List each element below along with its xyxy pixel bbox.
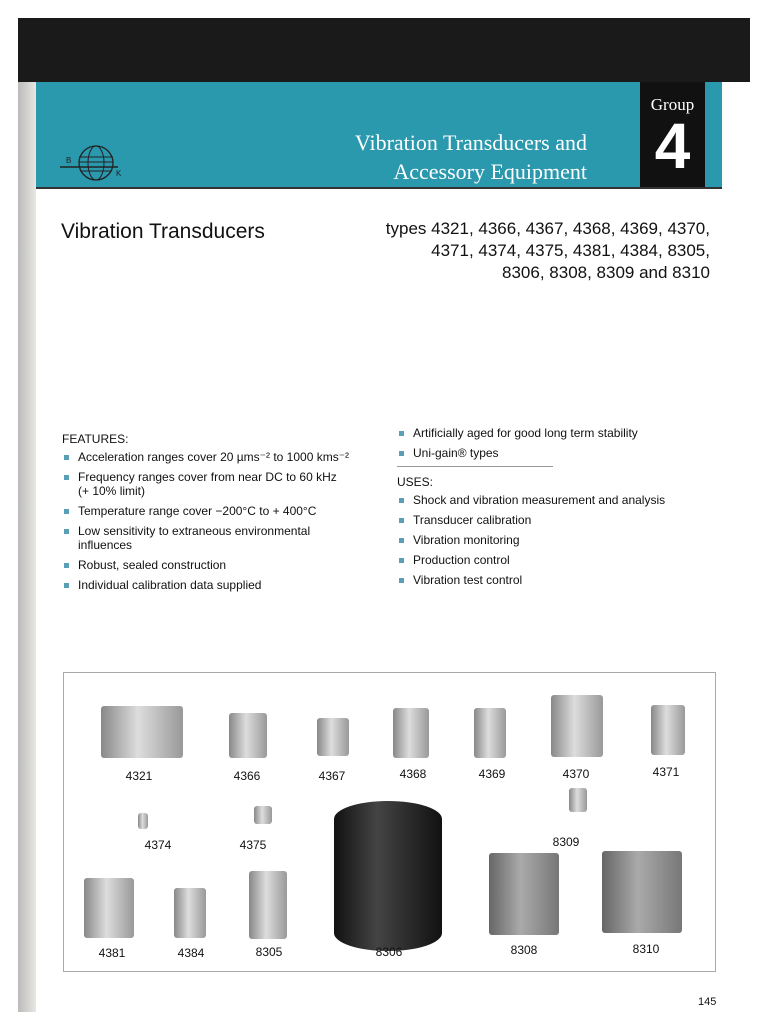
product-label: 8309 (552, 835, 580, 849)
types-line: 4371, 4374, 4375, 4381, 4384, 8305, (431, 241, 710, 260)
scan-top-band (18, 18, 750, 82)
types-line: types 4321, 4366, 4367, 4368, 4369, 4370, (385, 219, 710, 238)
use-item: Transducer calibration (397, 513, 717, 527)
transducer-4381-image (84, 878, 134, 938)
features-heading: FEATURES: (62, 432, 129, 446)
group-label: Group (650, 95, 695, 114)
product-label: 4375 (239, 838, 267, 852)
feature-item: Individual calibration data supplied (62, 578, 362, 592)
product-label: 8305 (255, 945, 283, 959)
feature-item: Uni-gain® types (397, 446, 717, 460)
group-number: 4 (654, 110, 691, 182)
banner-strip (705, 82, 722, 187)
use-item: Vibration test control (397, 573, 717, 587)
title-line-2: Accessory Equipment (393, 159, 587, 184)
feature-item: Artificially aged for good long term stability (397, 426, 717, 440)
feature-item: Acceleration ranges cover 20 µms⁻² to 1000 kms⁻² (62, 450, 362, 464)
transducer-4384-image (174, 888, 206, 938)
title-line-1: Vibration Transducers and (354, 130, 587, 155)
transducer-8305-image (249, 871, 287, 939)
uses-list (397, 426, 717, 593)
product-label: 4371 (652, 765, 680, 779)
transducer-4368-image (393, 708, 429, 758)
product-label: 4368 (399, 767, 427, 781)
product-label: 4370 (562, 767, 590, 781)
product-label: 4374 (144, 838, 172, 852)
product-label: 4369 (478, 767, 506, 781)
product-label: 4366 (233, 769, 261, 783)
use-item: Production control (397, 553, 717, 567)
transducer-8308-image (489, 853, 559, 935)
transducer-4321-image (101, 706, 183, 758)
feature-item: Robust, sealed construction (62, 558, 362, 572)
transducer-4367-image (317, 718, 349, 756)
uses-heading: USES: (397, 475, 434, 489)
product-label: 4384 (177, 946, 205, 960)
svg-text:K: K (116, 169, 122, 178)
use-item: Vibration monitoring (397, 533, 717, 547)
product-label: 4321 (125, 769, 153, 783)
transducer-8309-image (569, 788, 587, 812)
transducer-4369-image (474, 708, 506, 758)
transducer-8306-image (334, 801, 442, 951)
types-line: 8306, 8308, 8309 and 8310 (502, 263, 710, 282)
types-list (310, 218, 710, 284)
product-photo-panel (63, 672, 716, 972)
feature-item: Low sensitivity to extraneous environmental influences (62, 524, 338, 552)
feature-item: Temperature range cover −200°C to + 400°C (62, 504, 362, 518)
features-list (62, 432, 362, 598)
transducer-4375-image (254, 806, 272, 824)
product-label: 8308 (510, 943, 538, 957)
transducer-4374-image (138, 813, 148, 829)
transducer-4371-image (651, 705, 685, 755)
transducer-8310-image (602, 851, 682, 933)
page-edge (18, 82, 36, 1012)
feature-item: Frequency ranges cover from near DC to 60 kHz (+ 10% limit) (62, 470, 338, 498)
svg-text:B: B (66, 156, 72, 165)
product-label: 8310 (632, 942, 660, 956)
transducer-4370-image (551, 695, 603, 757)
transducer-4366-image (229, 713, 267, 758)
header-banner (36, 82, 722, 189)
group-badge (640, 82, 705, 187)
use-item: Shock and vibration measurement and analysis (397, 493, 717, 507)
product-label: 4367 (318, 769, 346, 783)
page-heading: Vibration Transducers (61, 220, 265, 243)
section-title (355, 128, 587, 186)
product-label: 4381 (98, 946, 126, 960)
divider (397, 466, 553, 467)
product-label: 8306 (375, 945, 403, 959)
page-number: 145 (698, 996, 717, 1008)
bk-logo (60, 143, 120, 188)
